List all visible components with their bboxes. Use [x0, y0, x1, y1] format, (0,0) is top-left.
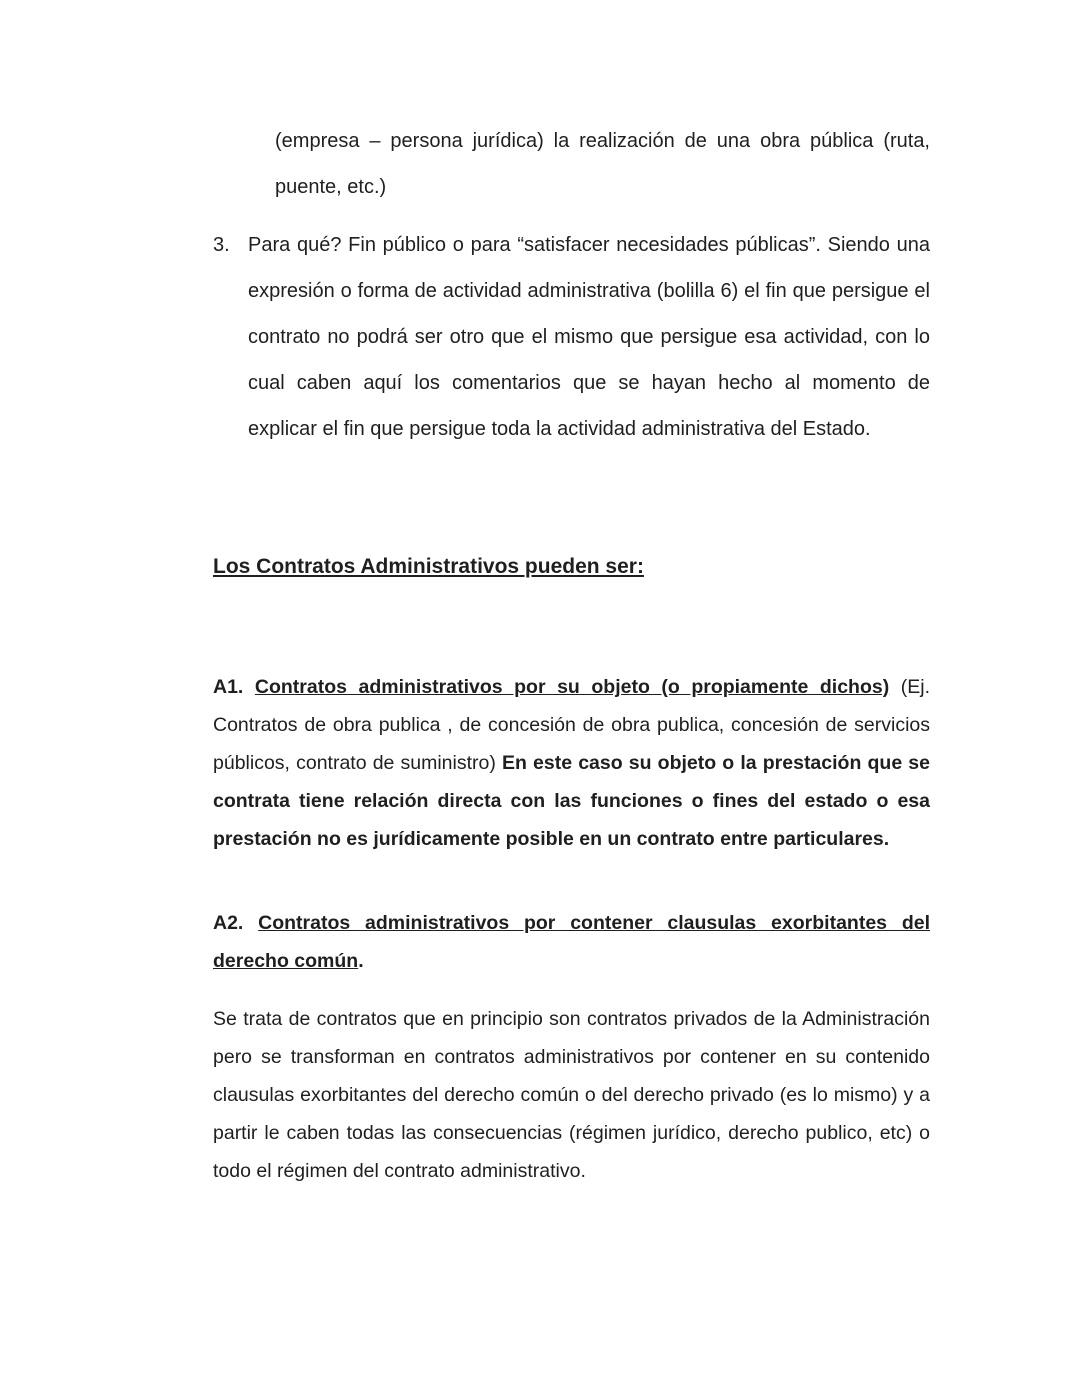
a2-body-text: Se trata de contratos que en principio son contratos privados de la Administración pero se transforman en contratos administrativos por contener en su contenido clausulas exorbitantes del derecho común o del derecho privado (es lo mismo) y a partir le caben todas las consecuencias (régimen jurídico, derecho publico, etc) o todo el régimen del contrato administrativo.	[213, 1008, 930, 1182]
a1-examples: (Ej. Contratos de obra publica , de concesión de obra publica, concesión de servicios públicos, contrato de suministro)	[213, 676, 930, 774]
list-item-3	[213, 222, 930, 452]
paragraph-a1	[213, 668, 930, 858]
section-heading	[213, 544, 930, 590]
list-item-3-number: 3.	[213, 234, 230, 256]
a1-emphasis: En este caso su objeto o la prestación que se contrata tiene relación directa con las funciones o fines del estado o esa prestación no es jurídicamente posible en un contrato entre particulares.	[213, 752, 930, 850]
section-heading-text: Los Contratos Administrativos pueden ser:	[213, 555, 644, 578]
a1-title: Contratos administrativos por su objeto (o propiamente dichos)	[254, 676, 890, 698]
list-item-3-body	[248, 222, 930, 452]
paragraph-a2-heading	[213, 904, 930, 980]
a2-title-suffix: .	[358, 950, 364, 972]
a2-label: A2.	[213, 912, 259, 934]
a2-title: Contratos administrativos por contener clausulas exorbitantes del derecho común	[213, 912, 930, 972]
list-item-3-text: Para qué? Fin público o para “satisfacer necesidades públicas”. Siendo una expresión o forma de actividad administrativa (bolilla 6) el fin que persigue el contrato no podrá ser otro que el mismo que persigue esa actividad, con lo cual caben aquí los comentarios que se hayan hecho al momento de explicar el fin que persigue toda la actividad administrativa del Estado.	[248, 234, 930, 440]
a1-label: A1.	[213, 676, 255, 698]
list-item-2-continuation-text: (empresa – persona jurídica) la realización de una obra pública (ruta, puente, etc.)	[275, 130, 930, 198]
paragraph-a2-body	[213, 1000, 930, 1190]
list-item-2-continuation	[275, 118, 930, 210]
